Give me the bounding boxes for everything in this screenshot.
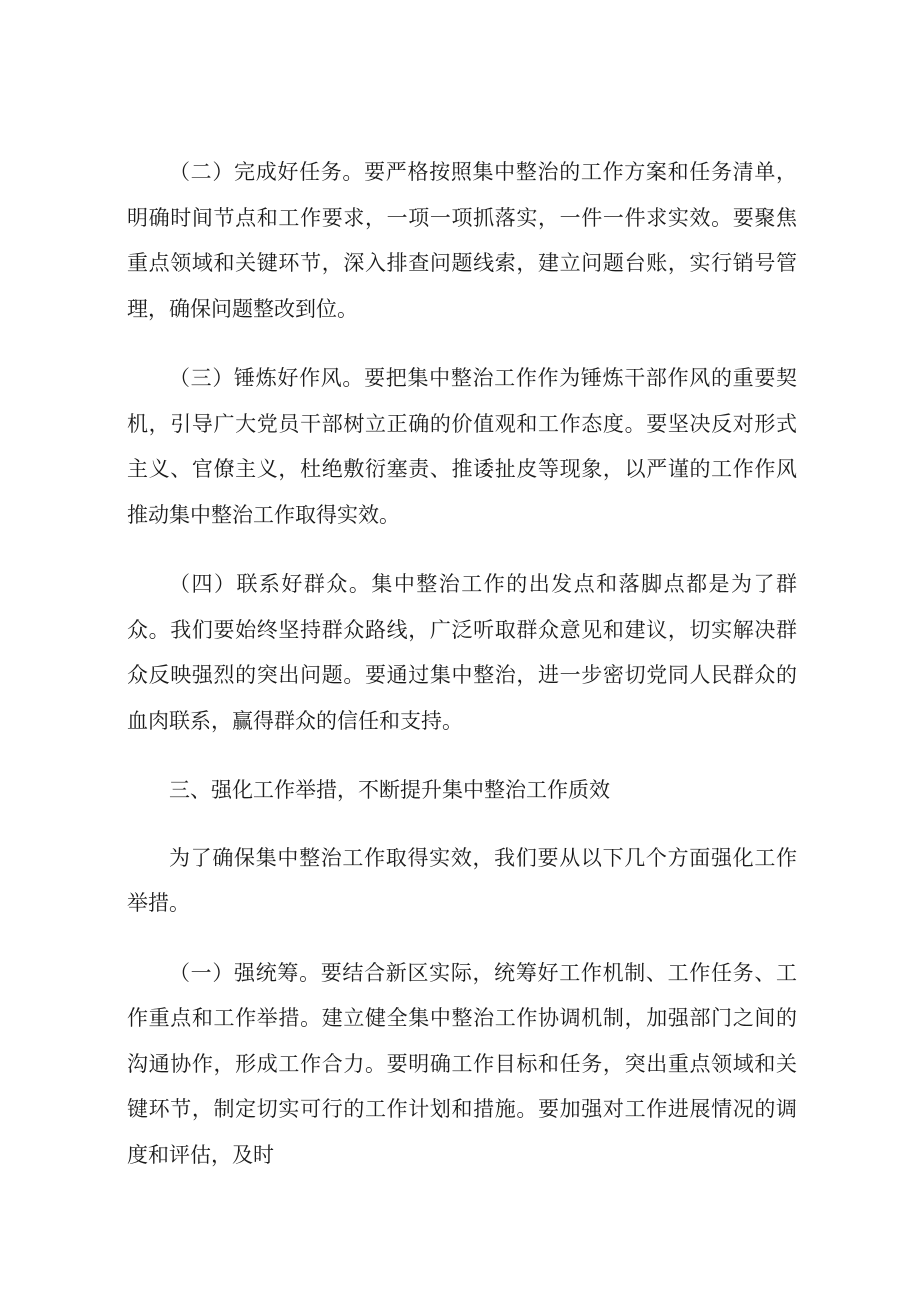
paragraph-connect-masses: （四）联系好群众。集中整治工作的出发点和落脚点都是为了群众。我们要始终坚持群众路线，广泛听取群众意见和建议，切实解决群众反映强烈的突出问题。要通过集中整治，进一步密切党同人民群众的血肉联系，赢得群众的信任和支持。: [127, 572, 797, 733]
section-heading: 三、强化工作举措，不断提升集中整治工作质效: [169, 778, 610, 802]
paragraph-complete-tasks: （二）完成好任务。要严格按照集中整治的工作方案和任务清单，明确时间节点和工作要求，一项一项抓落实，一件一件求实效。要聚焦重点领域和关键环节，深入排查问题线索，建立问题台账，实行销号管理，确保问题整改到位。: [127, 160, 797, 321]
paragraph-temper-style: （三）锤炼好作风。要把集中整治工作作为锤炼干部作风的重要契机，引导广大党员干部树立正确的价值观和工作态度。要坚决反对形式主义、官僚主义，杜绝敷衍塞责、推诿扯皮等现象，以严谨的工作作风推动集中整治工作取得实效。: [127, 366, 797, 527]
document-body: [127, 150, 797, 1202]
paragraph-coordination: （一）强统筹。要结合新区实际，统筹好工作机制、工作任务、工作重点和工作举措。建立健全集中整治工作协调机制，加强部门之间的沟通协作，形成工作合力。要明确工作目标和任务，突出重点领域和关键环节，制定切实可行的工作计划和措施。要加强对工作进展情况的调度和评估，及时: [127, 960, 797, 1167]
paragraph-intro: 为了确保集中整治工作取得实效，我们要从以下几个方面强化工作举措。: [127, 845, 797, 915]
